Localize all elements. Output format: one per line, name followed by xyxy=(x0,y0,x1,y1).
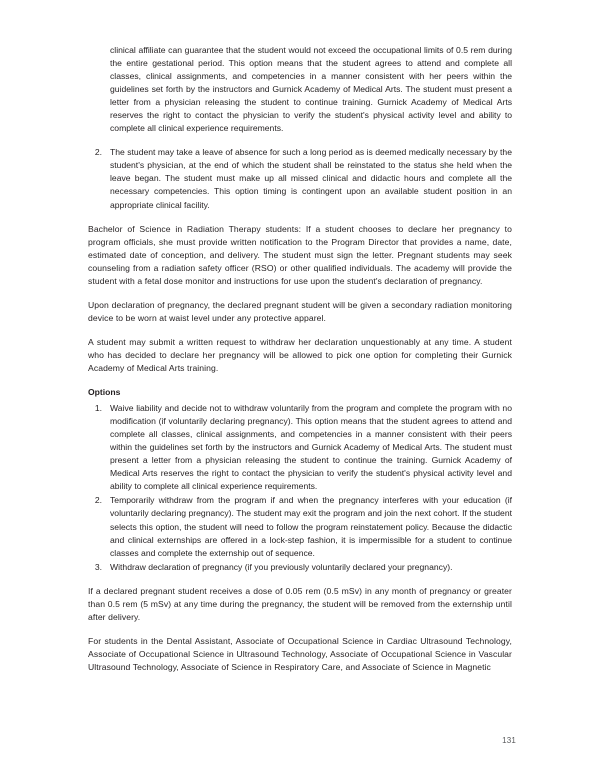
page-content xyxy=(88,44,512,674)
paragraph-other-programs: For students in the Dental Assistant, Associate of Occupational Science in Cardiac Ultrasound Technology, Associate of Occupational Science in Ultrasound Technology, Associate of Occupational Science in Vascular Ultrasound Technology, Associate of Science in Respiratory Care, and Associate of Science in Magnetic xyxy=(88,635,512,672)
paragraph-secondary-monitoring: Upon declaration of pregnancy, the declared pregnant student will be given a secondary radiation monitoring device to be worn at waist level under any protective apparel. xyxy=(88,299,512,323)
paragraph-dose-limit: If a declared pregnant student receives a dose of 0.05 rem (0.5 mSv) in any month of pregnancy or greater than 0.5 rem (5 mSv) at any time during the pregnancy, the student will be removed from the externship until after delivery. xyxy=(88,585,512,622)
list-item xyxy=(88,561,512,574)
paragraph-withdraw-declaration: A student may submit a written request to withdraw her declaration unquestionably at any time. A student who has decided to declare her pregnancy will be allowed to pick one option for completing their Gurnick Academy of Medical Arts training. xyxy=(88,336,512,373)
options-numbered-list xyxy=(88,402,512,574)
paragraph-continuation-item1: clinical affiliate can guarantee that the student would not exceed the occupational limits of 0.5 rem during the entire gestational period. This option means that the student agrees to attend and complete all classes, clinical assignments, and competencies in a manner consistent with her peers within the guidelines set forth by the instructors and Gurnick Academy of Medical Arts. The student must present a letter from a physician releasing the student to continue training. Gurnick Academy of Medical Arts reserves the right to contact the physician to verify the student's physical activity level and ability to complete all clinical experience requirements. xyxy=(110,45,512,134)
list-marker: 2. xyxy=(94,495,102,506)
list-item-text: Temporarily withdraw from the program if and when the pregnancy interferes with your education (if voluntarily declaring pregnancy). The student may exit the program and join the next cohort. If the student selects this option, the student will need to follow the program reinstatement policy. Because the didactic and clinical externships are offered in a lock-step fashion, it is impermissible for a student to continue classes and complete the externship out of sequence. xyxy=(110,495,512,558)
list-item-text: The student may take a leave of absence for such a long period as is deemed medically necessary by the student's physician, at the end of which the student shall be reinstated to the status she held when the leave began. The student must make up all missed clinical and didactic hours and complete all the necessary competencies. This option timing is contingent upon an available student position in an appropriate clinical facility. xyxy=(110,147,512,210)
list-item xyxy=(88,494,512,559)
continued-numbered-list xyxy=(88,146,512,211)
list-item xyxy=(88,146,512,211)
list-item xyxy=(88,402,512,493)
paragraph-bachelor-radiation-therapy: Bachelor of Science in Radiation Therapy students: If a student chooses to declare her pregnancy to program officials, she must provide written notification to the Program Director that provides a name, date, estimated date of conception, and delivery. The student must sign the letter. Pregnant students may seek counseling from a radiation safety officer (RSO) or other qualified individuals. The academy will provide the student with a fetal dose monitor and instructions for use upon the student's declaration of pregnancy. xyxy=(88,223,512,286)
list-marker: 3. xyxy=(94,561,102,572)
list-item-text: Waive liability and decide not to withdraw voluntarily from the program and complete the program with no modification (if voluntarily declaring pregnancy). This option means that the student agrees to attend and complete all classes, clinical assignments, and competencies in a manner consistent with their peers within the guidelines set forth by the instructors and Gurnick Academy of Medical Arts. The student must present a letter from a physician releasing the student to continue the training. Gurnick Academy of Medical Arts reserves the right to contact the physician to verify the student's physical activity level and ability to complete all clinical experience requirements. xyxy=(110,403,512,492)
list-marker: 2. xyxy=(94,147,102,158)
list-marker: 1. xyxy=(94,403,102,414)
list-item-text: Withdraw declaration of pregnancy (if you previously voluntarily declared your pregnancy). xyxy=(110,561,453,572)
section-heading-options: Options xyxy=(88,387,121,398)
page-number: 131 xyxy=(502,736,516,745)
